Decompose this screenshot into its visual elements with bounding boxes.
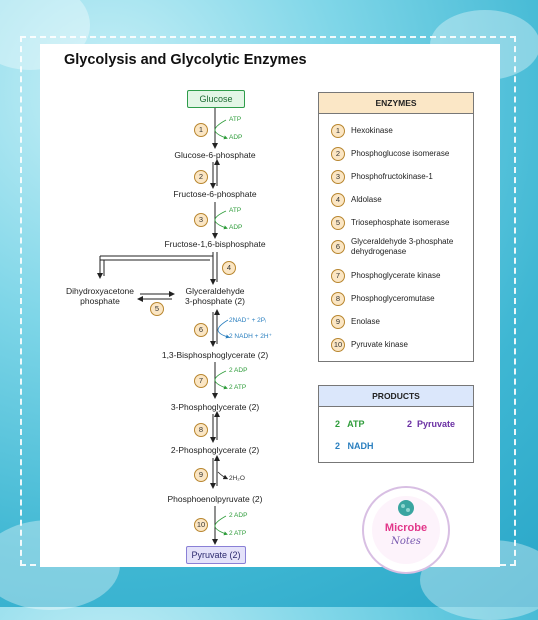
products-panel [318, 385, 474, 463]
phosphoenolpyruvate: Phosphoenolpyruvate (2) [167, 494, 263, 504]
products-header: PRODUCTS [319, 386, 473, 407]
enzyme-row [331, 269, 440, 283]
step10-adp: 2 ADP [229, 512, 248, 519]
enzyme-row [331, 124, 393, 138]
enzyme-row [331, 216, 449, 230]
enzyme-name: Pyruvate kinase [351, 340, 408, 349]
microbe-notes-logo [362, 486, 450, 574]
enzyme-number: 7 [331, 269, 345, 283]
enzyme-name: Glyceraldehyde 3-phosphate dehydrogenase [351, 237, 454, 256]
enzyme-name: Hexokinase [351, 126, 393, 135]
enzyme-row [331, 237, 469, 257]
enzyme-number: 1 [331, 124, 345, 138]
step1-adp: ADP [229, 134, 243, 141]
dhap-label [50, 286, 150, 306]
step-8-badge: 8 [194, 423, 208, 437]
enzyme-row [331, 170, 433, 184]
glucose-6-phosphate: Glucose-6-phosphate [174, 150, 256, 160]
product-pyruvate: 2 Pyruvate [407, 419, 456, 429]
enzyme-row [331, 147, 449, 161]
enzyme-name: Triosephosphate isomerase [351, 218, 450, 227]
logo-text-microbe: Microbe [384, 522, 428, 534]
enzyme-number: 3 [331, 170, 345, 184]
step-2-badge: 2 [194, 170, 208, 184]
step-4-badge: 4 [222, 261, 236, 275]
step-7-badge: 7 [194, 374, 208, 388]
step6-nad: 2NAD⁺ + 2Pᵢ [229, 317, 267, 324]
step-5-badge: 5 [150, 302, 164, 316]
enzyme-number: 10 [331, 338, 345, 352]
fructose-1-6-bisphosphate: Fructose-1,6-bisphosphate [164, 239, 266, 249]
dhap-line2: phosphate [80, 296, 120, 306]
glucose-box: Glucose [187, 90, 245, 108]
enzyme-name: Phosphoglycerate kinase [351, 271, 441, 280]
product-nadh: 2 NADH [335, 441, 374, 451]
g3p-line1: Glyceraldehyde [185, 286, 245, 296]
enzyme-number: 8 [331, 292, 345, 306]
step7-atp: 2 ATP [229, 384, 247, 391]
enzyme-number: 5 [331, 216, 345, 230]
enzyme-name: Phosphoglyceromutase [351, 294, 435, 303]
enzyme-number: 4 [331, 193, 345, 207]
step1-atp: ATP [229, 116, 242, 123]
enzyme-row [331, 292, 435, 306]
enzyme-name: Phosphofructokinase-1 [351, 172, 433, 181]
infographic-card [40, 44, 500, 567]
step-6-badge: 6 [194, 323, 208, 337]
enzymes-header: ENZYMES [319, 93, 473, 114]
enzyme-row [331, 315, 380, 329]
step3-adp: ADP [229, 224, 243, 231]
logo-text-notes: Notes [391, 536, 421, 547]
enzymes-panel [318, 92, 474, 362]
step10-atp: 2 ATP [229, 530, 247, 537]
step7-adp: 2 ADP [229, 367, 248, 374]
fructose-6-phosphate: Fructose-6-phosphate [173, 189, 257, 199]
step-1-badge: 1 [194, 123, 208, 137]
page-title: Glycolysis and Glycolytic Enzymes [64, 52, 307, 68]
g3p-line2: 3-phosphate (2) [184, 296, 245, 306]
step-10-badge: 10 [194, 518, 208, 532]
step9-water: 2H₂O [229, 475, 245, 482]
g3p-label [165, 286, 265, 306]
enzyme-name: Phosphoglucose isomerase [351, 149, 450, 158]
enzyme-row [331, 338, 408, 352]
step-9-badge: 9 [194, 468, 208, 482]
step6-nadh: 2 NADH + 2H⁺ [229, 333, 272, 340]
enzyme-name: Aldolase [351, 195, 382, 204]
step-3-badge: 3 [194, 213, 208, 227]
step3-atp: ATP [229, 207, 242, 214]
enzyme-number: 9 [331, 315, 345, 329]
enzyme-number: 6 [331, 240, 345, 254]
3-phosphoglycerate: 3-Phosphoglycerate (2) [170, 402, 260, 412]
enzyme-number: 2 [331, 147, 345, 161]
product-atp: 2 ATP [335, 419, 365, 429]
enzyme-name: Enolase [351, 317, 380, 326]
dhap-line1: Dihydroxyacetone [65, 286, 135, 296]
enzyme-row [331, 193, 382, 207]
bisphosphoglycerate: 1,3-Bisphosphoglycerate (2) [161, 350, 269, 360]
microbe-icon [396, 498, 416, 518]
2-phosphoglycerate: 2-Phosphoglycerate (2) [170, 445, 260, 455]
pyruvate-box: Pyruvate (2) [186, 546, 246, 564]
